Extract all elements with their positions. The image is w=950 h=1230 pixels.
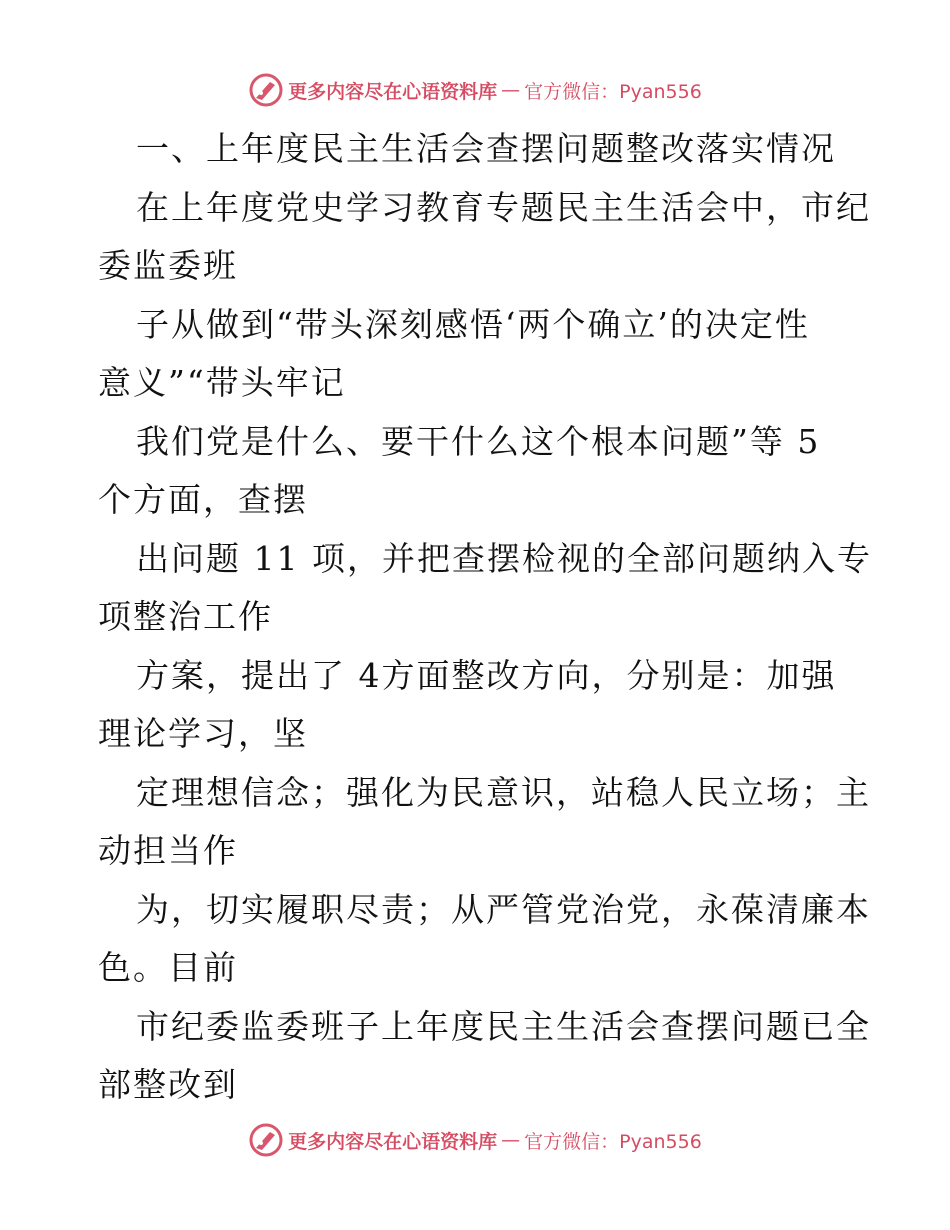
paragraph-line: 项整治工作: [98, 597, 273, 636]
footer-brand-text: 更多内容尽在心语资料库: [288, 1130, 498, 1153]
header-watermark: [0, 70, 950, 110]
paragraph-line: 在上年度党史学习教育专题民主生活会中，市纪: [136, 187, 871, 227]
paragraph-line: 定理想信念；强化为民意识，站稳人民立场；主: [136, 772, 871, 812]
paragraph-line: 个方面，查摆: [98, 480, 308, 519]
footer-wechat-text: 官方微信：Pyan556: [524, 1130, 702, 1153]
brand-logo-icon: [248, 72, 284, 108]
paragraph-line: 为，切实履职尽责；从严管党治党，永葆清廉本: [136, 889, 871, 929]
paragraph-line: 意义”“带头牢记: [98, 363, 346, 402]
header-brand-text: 更多内容尽在心语资料库: [288, 80, 498, 103]
header-separator: —: [501, 79, 521, 101]
heading-line: 一、上年度民主生活会查摆问题整改落实情况: [136, 129, 836, 168]
footer-watermark: [0, 1120, 950, 1160]
paragraph-line: 子从做到“带头深刻感悟‘两个确立’的决定性: [136, 304, 810, 344]
paragraph-line: 出问题 11 项，并把查摆检视的全部问题纳入专: [136, 538, 872, 578]
paragraph-line: 动担当作: [98, 831, 238, 870]
header-wechat-text: 官方微信：Pyan556: [524, 80, 702, 103]
paragraph-line: 委监委班: [98, 246, 238, 285]
paragraph-line: 方案，提出了 4方面整改方向，分别是：加强: [136, 655, 837, 695]
paragraph-line: 部整改到: [98, 1065, 238, 1104]
footer-separator: —: [501, 1129, 521, 1151]
paragraph-line: 我们党是什么、要干什么这个根本问题”等 5: [136, 421, 821, 461]
paragraph-line: 色。目前: [98, 948, 238, 987]
brand-logo-icon: [248, 1122, 284, 1158]
paragraph-line: 理论学习，坚: [98, 714, 308, 753]
document-body: [98, 120, 872, 1115]
paragraph-line: 市纪委监委班子上年度民主生活会查摆问题已全: [136, 1006, 871, 1046]
